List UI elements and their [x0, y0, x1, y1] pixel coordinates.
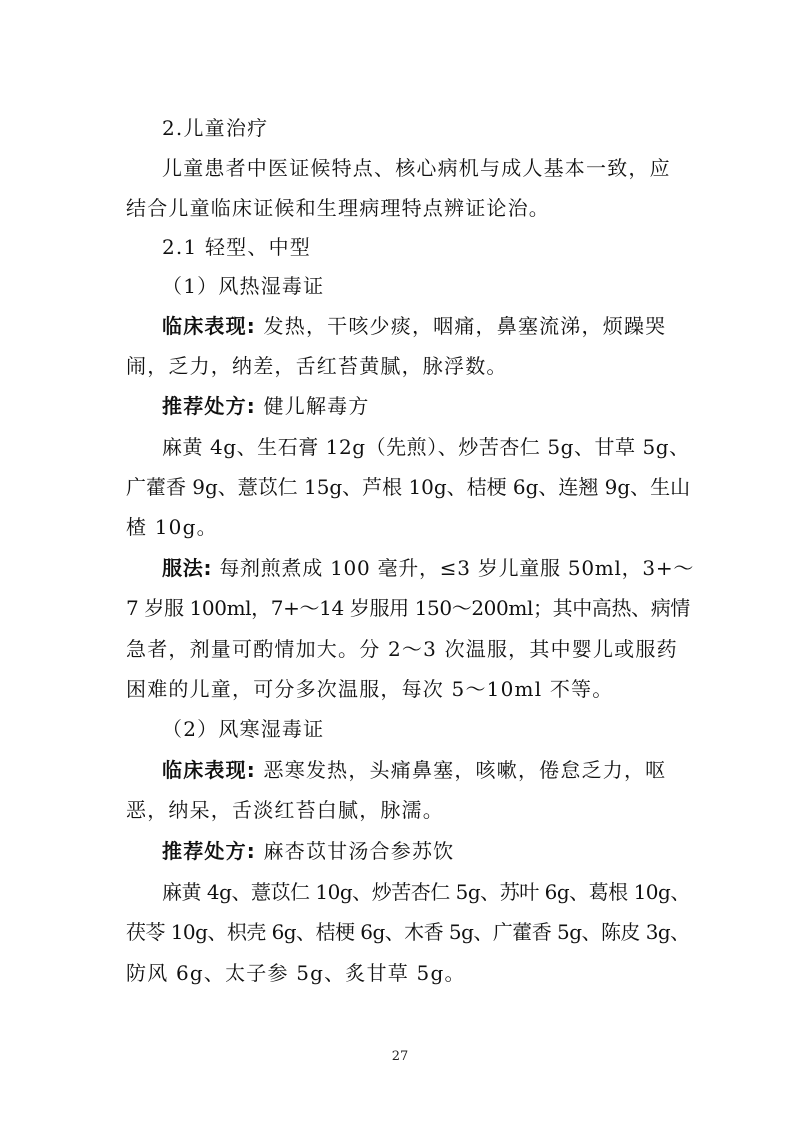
syndrome2-prescription	[162, 838, 454, 864]
syndrome2-title: （2）风寒湿毒证	[162, 717, 325, 741]
syndrome1-usage-line-4: 困难的儿童，可分多次温服，每次 5～10ml 不等。	[126, 677, 614, 701]
syndrome2-symptoms-label: 临床表现:	[162, 758, 256, 782]
syndrome2-symptoms-text: 恶寒发热，头痛鼻塞，咳嗽，倦怠乏力，呕	[256, 758, 667, 782]
syndrome1-symptoms-label: 临床表现:	[162, 314, 256, 338]
syndrome1-usage-line-2: 7 岁服 100ml，7+～14 岁服用 150～200ml；其中高热、病情	[126, 596, 690, 620]
syndrome1-symptoms-line-1	[162, 313, 666, 339]
intro-line-1: 儿童患者中医证候特点、核心病机与成人基本一致，应	[162, 156, 671, 180]
syndrome1-prescription-label: 推荐处方:	[162, 394, 256, 418]
syndrome1-title: （1）风热湿毒证	[162, 274, 325, 298]
syndrome2-symptoms-line-2: 恶，纳呆，舌淡红苔白腻，脉濡。	[126, 798, 444, 822]
syndrome1-prescription-name: 健儿解毒方	[256, 394, 370, 418]
syndrome2-prescription-label: 推荐处方:	[162, 839, 256, 863]
syndrome2-ingredients-line-3: 防风 6g、太子参 5g、炙甘草 5g。	[126, 961, 466, 985]
syndrome2-symptoms-line-1	[162, 757, 666, 783]
section-heading: 2.儿童治疗	[162, 116, 269, 140]
syndrome1-prescription	[162, 393, 370, 419]
syndrome2-ingredients-line-1: 麻黄 4g、薏苡仁 10g、炒苦杏仁 5g、苏叶 6g、葛根 10g、	[162, 880, 690, 904]
syndrome1-usage-label: 服法:	[162, 556, 213, 580]
syndrome1-ingredients-line-3: 楂 10g。	[126, 515, 218, 539]
syndrome1-ingredients-line-2: 广藿香 9g、薏苡仁 15g、芦根 10g、桔梗 6g、连翘 9g、生山	[126, 475, 691, 499]
syndrome1-symptoms-line-2: 闹，乏力，纳差，舌红苔黄腻，脉浮数。	[126, 354, 508, 378]
page-number: 27	[391, 1049, 409, 1064]
syndrome1-usage-text: 每剂煎煮成 100 毫升，≤3 岁儿童服 50ml，3+～	[212, 556, 695, 580]
intro-line-2: 结合儿童临床证候和生理病理特点辨证论治。	[126, 196, 550, 220]
syndrome2-prescription-name: 麻杏苡甘汤合参苏饮	[256, 839, 455, 863]
syndrome2-ingredients-line-2: 茯苓 10g、枳壳 6g、桔梗 6g、木香 5g、广藿香 5g、陈皮 3g、	[126, 920, 690, 944]
syndrome1-ingredients-line-1: 麻黄 4g、生石膏 12g（先煎）、炒苦杏仁 5g、甘草 5g、	[162, 435, 690, 459]
syndrome1-usage-line-1	[162, 555, 694, 581]
subheading-mild-moderate: 2.1 轻型、中型	[162, 235, 311, 259]
syndrome1-usage-line-3: 急者，剂量可酌情加大。分 2～3 次温服，其中婴儿或服药	[126, 637, 678, 661]
syndrome1-symptoms-text: 发热，干咳少痰，咽痛，鼻塞流涕，烦躁哭	[256, 314, 667, 338]
